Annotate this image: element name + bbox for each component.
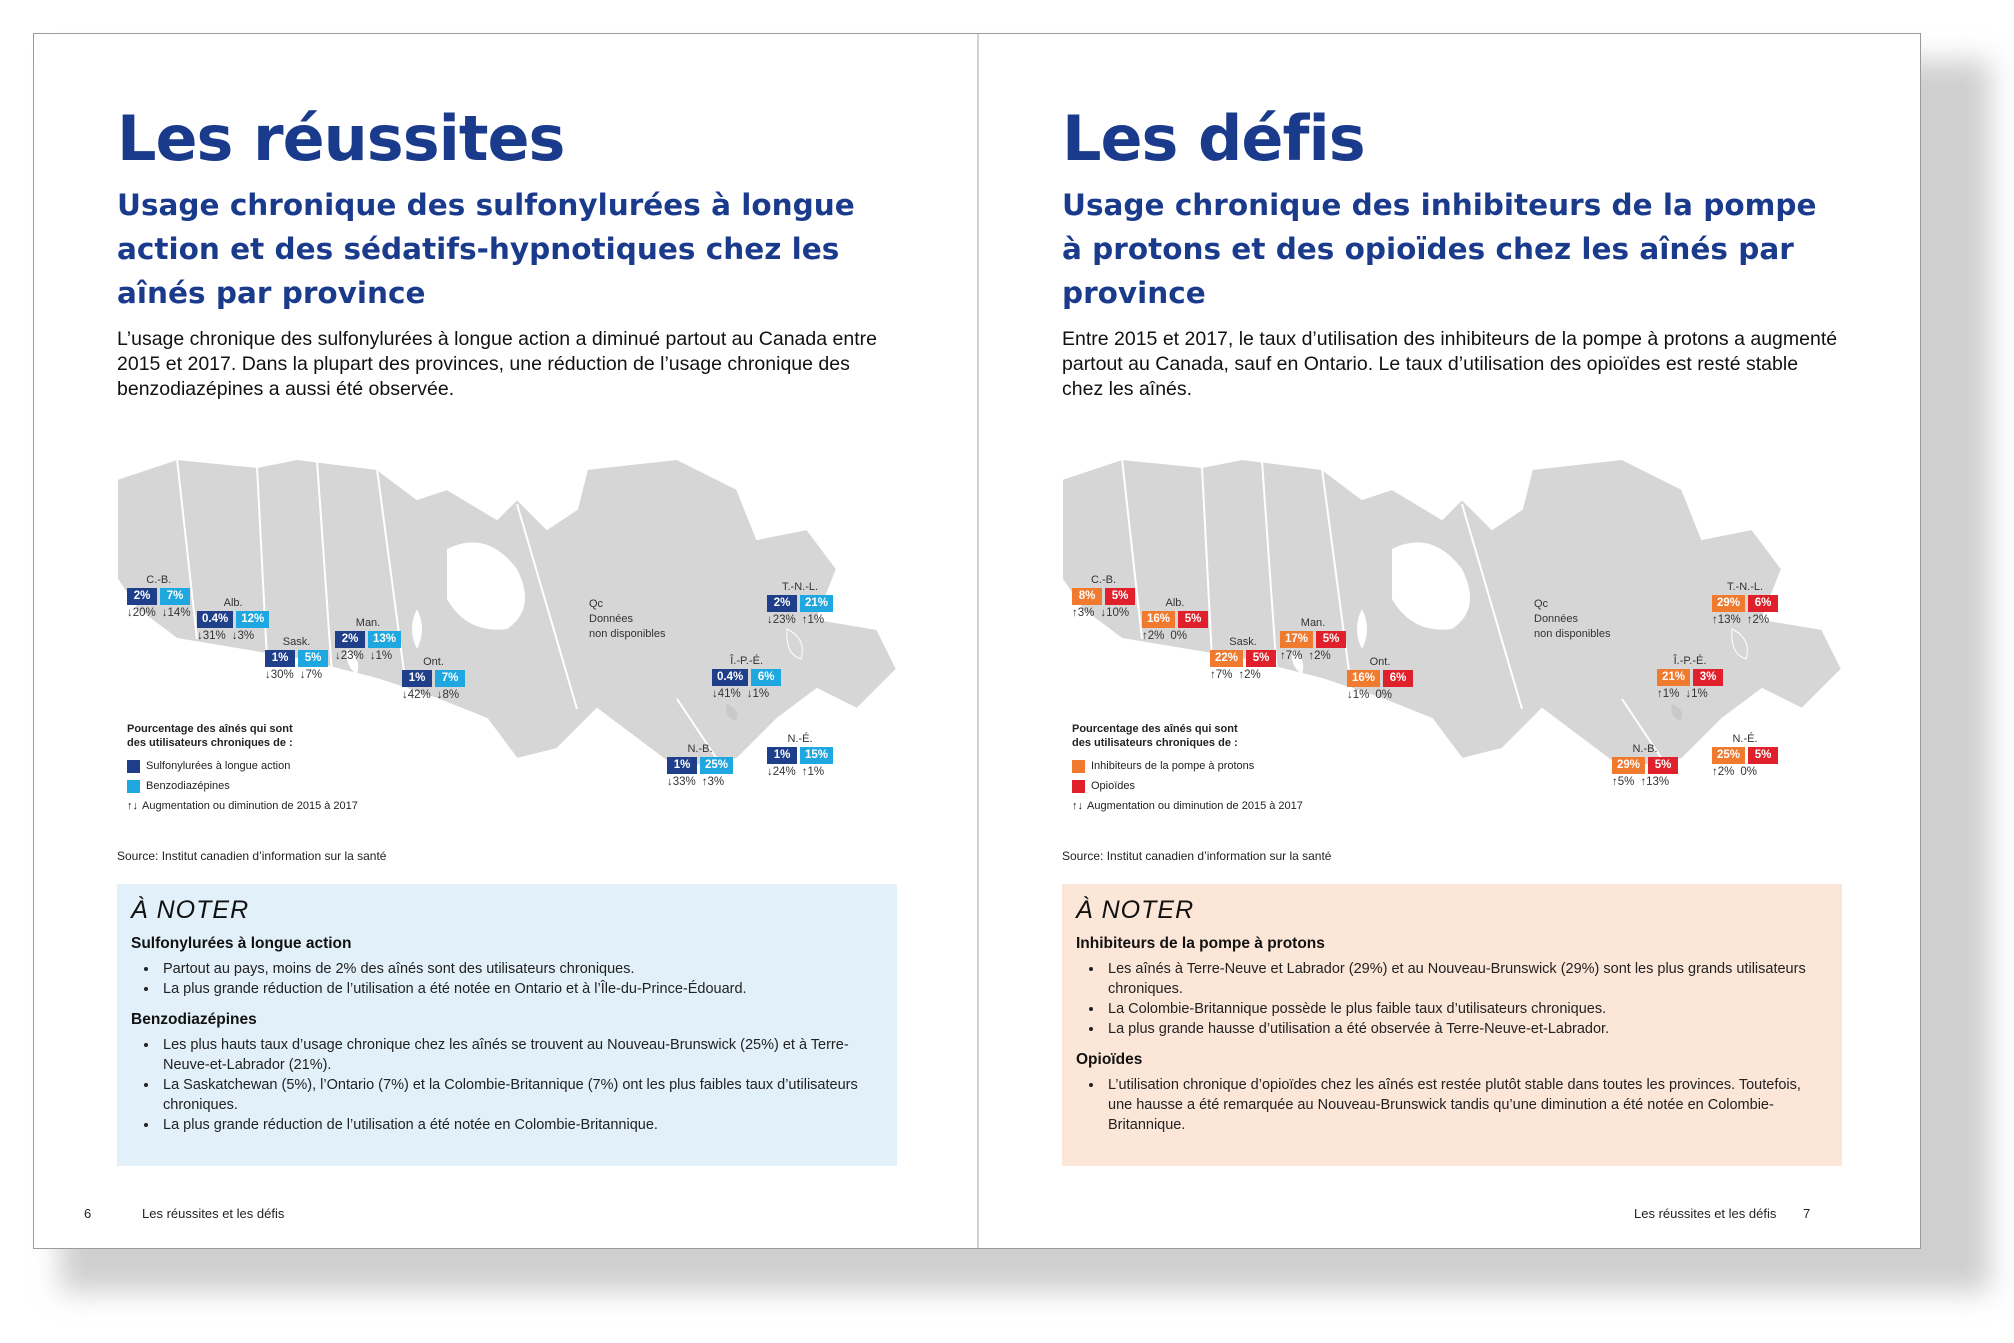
value-boxes bbox=[667, 757, 733, 774]
change-b: ↑1% bbox=[801, 766, 825, 778]
value-box-b: 5% bbox=[1178, 611, 1208, 628]
map-legend bbox=[1072, 722, 1303, 816]
change-values bbox=[767, 614, 833, 626]
legend-title-line: Pourcentage des aînés qui sont bbox=[127, 723, 293, 735]
legend-swatch-b bbox=[1072, 780, 1085, 793]
page-header bbox=[1062, 104, 1842, 402]
quebec-label-line: Données bbox=[589, 613, 634, 625]
note-section-title: Opioïdes bbox=[1076, 1051, 1143, 1068]
document-spread bbox=[33, 33, 1921, 1249]
canada-map bbox=[117, 459, 897, 844]
canada-map bbox=[1062, 459, 1842, 844]
change-values bbox=[767, 766, 833, 778]
value-box-b: 6% bbox=[751, 669, 781, 686]
value-boxes bbox=[767, 595, 833, 612]
value-boxes bbox=[335, 631, 401, 648]
change-b: ↓1% bbox=[369, 650, 393, 662]
value-box-a: 29% bbox=[1712, 595, 1745, 612]
note-bullet: • Les aînés à Terre-Neuve et Labrador (29%) et au Nouveau-Brunswick (29%) sont les plus grands utilisateurs chroniques. bbox=[1104, 959, 1828, 999]
change-values bbox=[1347, 689, 1413, 701]
value-box-a: 8% bbox=[1072, 588, 1102, 605]
note-section-title: Benzodiazépines bbox=[131, 1011, 257, 1028]
value-boxes bbox=[712, 669, 781, 686]
note-sections bbox=[1076, 935, 1828, 1135]
province-name: C.-B. bbox=[1090, 574, 1117, 586]
change-a: ↓41% bbox=[712, 688, 741, 700]
value-boxes bbox=[767, 747, 833, 764]
province-group bbox=[1612, 743, 1678, 788]
province-group bbox=[712, 655, 781, 700]
change-a: ↑5% bbox=[1612, 776, 1635, 788]
change-values bbox=[667, 776, 733, 788]
value-box-a: 0.4% bbox=[197, 611, 233, 628]
value-box-b: 7% bbox=[160, 588, 190, 605]
note-bullet: • L’utilisation chronique d’opioïdes chez les aînés est restée plutôt stable dans toutes les provinces. Toutefois, une hausse a été remarquée au Nouveau-Brunswick tandis qu’une diminution a été notée en Colombie-Britannique. bbox=[1104, 1075, 1828, 1135]
quebec-label-line: Qc bbox=[589, 598, 604, 610]
footer-text: Les réussites et les défis bbox=[1634, 1206, 1777, 1221]
value-box-a: 17% bbox=[1280, 631, 1313, 648]
quebec-label-line: Données bbox=[1534, 613, 1579, 625]
change-values bbox=[335, 650, 401, 662]
legend-arrows-label: Augmentation ou diminution de 2015 à 2017 bbox=[142, 800, 358, 812]
change-a: ↓24% bbox=[767, 766, 796, 778]
province-name: Man. bbox=[355, 617, 381, 629]
note-bullet: • La plus grande réduction de l’utilisation a été notée en Colombie-Britannique. bbox=[159, 1115, 883, 1135]
legend-arrows-label: Augmentation ou diminution de 2015 à 2017 bbox=[1087, 800, 1303, 812]
legend-arrows bbox=[1072, 796, 1303, 816]
value-box-a: 2% bbox=[127, 588, 157, 605]
legend-title-line: Pourcentage des aînés qui sont bbox=[1072, 723, 1238, 735]
legend-title bbox=[1072, 722, 1303, 750]
change-values bbox=[265, 669, 328, 681]
province-group bbox=[1210, 636, 1276, 681]
province-group bbox=[767, 733, 833, 778]
change-b: ↓1% bbox=[1685, 688, 1708, 700]
province-group bbox=[1657, 655, 1723, 700]
note-section-title: Inhibiteurs de la pompe à protons bbox=[1076, 935, 1325, 952]
legend-title bbox=[127, 722, 358, 750]
province-group bbox=[1142, 597, 1208, 642]
province-name: N.-É. bbox=[787, 733, 813, 745]
province-group bbox=[1347, 656, 1413, 701]
province-group bbox=[265, 636, 328, 681]
legend-swatch-a bbox=[1072, 760, 1085, 773]
change-a: ↓33% bbox=[667, 776, 696, 788]
quebec-label bbox=[589, 597, 665, 642]
province-name: T.-N.-L. bbox=[1726, 581, 1764, 593]
value-box-a: 1% bbox=[767, 747, 797, 764]
value-box-a: 29% bbox=[1612, 757, 1645, 774]
legend-label-b: Opioïdes bbox=[1091, 780, 1136, 792]
change-b: ↑1% bbox=[801, 614, 825, 626]
province-group bbox=[1712, 733, 1778, 778]
change-values bbox=[1712, 766, 1778, 778]
province-name: Man. bbox=[1300, 617, 1326, 629]
province-name: Î.-P.-É. bbox=[730, 655, 764, 667]
value-box-b: 12% bbox=[236, 611, 269, 628]
province-group bbox=[127, 574, 191, 619]
change-values bbox=[1712, 614, 1778, 626]
value-box-b: 5% bbox=[1246, 650, 1276, 667]
change-a: ↓31% bbox=[197, 630, 226, 642]
change-values bbox=[1210, 669, 1276, 681]
change-values bbox=[712, 688, 781, 700]
value-box-a: 22% bbox=[1210, 650, 1243, 667]
change-b: 0% bbox=[1740, 766, 1757, 778]
quebec-label bbox=[1534, 597, 1610, 642]
note-bullet-list bbox=[1076, 1075, 1828, 1135]
quebec-label-line: Qc bbox=[1534, 598, 1549, 610]
page-header bbox=[117, 104, 897, 402]
province-name: C.-B. bbox=[146, 574, 172, 586]
legend-label-a: Inhibiteurs de la pompe à protons bbox=[1091, 760, 1255, 772]
province-group bbox=[1712, 581, 1778, 626]
page-left bbox=[34, 34, 977, 1248]
change-values bbox=[1280, 650, 1346, 662]
legend-label-a: Sulfonylurées à longue action bbox=[146, 760, 291, 772]
value-boxes bbox=[1210, 650, 1276, 667]
value-boxes bbox=[402, 670, 465, 687]
source-note: Source: Institut canadien d’information sur la santé bbox=[117, 849, 387, 863]
note-box bbox=[117, 884, 897, 1166]
province-group bbox=[197, 597, 269, 642]
footer-page-number: 7 bbox=[1803, 1206, 1811, 1221]
change-b: ↑2% bbox=[1238, 669, 1261, 681]
value-boxes bbox=[1657, 669, 1723, 686]
change-values bbox=[197, 630, 269, 642]
intro-paragraph: Entre 2015 et 2017, le taux d’utilisation des inhibiteurs de la pompe à protons a augmenté partout au Canada, sauf en Ontario. Le taux d’utilisation des opioïdes est resté stable chez les aînés. bbox=[1062, 328, 1838, 401]
legend-item-b bbox=[127, 776, 358, 796]
change-b: ↑13% bbox=[1640, 776, 1670, 788]
note-bullet: • La plus grande réduction de l’utilisation a été notée en Ontario et à l’Île-du-Prince-Édouard. bbox=[159, 979, 883, 999]
change-b: 0% bbox=[1170, 630, 1187, 642]
change-a: ↑13% bbox=[1712, 614, 1741, 626]
province-name: Alb. bbox=[1165, 597, 1185, 609]
province-name: Sask. bbox=[282, 636, 311, 648]
change-b: ↓3% bbox=[231, 630, 255, 642]
note-bullet-list bbox=[131, 959, 883, 999]
change-values bbox=[127, 607, 191, 619]
change-a: ↑2% bbox=[1142, 630, 1165, 642]
value-box-b: 25% bbox=[700, 757, 733, 774]
change-a: ↑3% bbox=[1072, 607, 1095, 619]
legend-item-a bbox=[1072, 756, 1303, 776]
change-a: ↓23% bbox=[767, 614, 796, 626]
value-box-b: 6% bbox=[1383, 670, 1413, 687]
value-boxes bbox=[1712, 595, 1778, 612]
value-box-b: 5% bbox=[298, 650, 328, 667]
change-b: ↑2% bbox=[1308, 650, 1331, 662]
value-box-b: 15% bbox=[800, 747, 833, 764]
change-a: ↓42% bbox=[402, 689, 431, 701]
page-title: Les défis bbox=[1062, 102, 1365, 175]
legend-item-a bbox=[127, 756, 358, 776]
legend-swatch-b bbox=[127, 780, 140, 793]
map-legend bbox=[127, 722, 358, 816]
value-box-b: 5% bbox=[1648, 757, 1678, 774]
page-title: Les réussites bbox=[117, 102, 565, 175]
value-boxes bbox=[1072, 588, 1135, 605]
value-box-b: 5% bbox=[1316, 631, 1346, 648]
value-box-a: 1% bbox=[667, 757, 697, 774]
change-b: ↓8% bbox=[436, 689, 460, 701]
value-box-a: 21% bbox=[1657, 669, 1690, 686]
province-group bbox=[667, 743, 733, 788]
source-note: Source: Institut canadien d’information sur la santé bbox=[1062, 849, 1332, 863]
note-bullet-list bbox=[131, 1035, 883, 1135]
province-name: Ont. bbox=[423, 656, 444, 668]
note-bullet: • Partout au pays, moins de 2% des aînés sont des utilisateurs chroniques. bbox=[159, 959, 883, 979]
value-boxes bbox=[197, 611, 269, 628]
legend-title-line: des utilisateurs chroniques de : bbox=[127, 737, 293, 749]
up-down-arrow-icon: ↑↓ bbox=[127, 800, 138, 812]
page-right bbox=[979, 34, 1922, 1248]
note-bullet: • La Saskatchewan (5%), l’Ontario (7%) et la Colombie-Britannique (7%) ont les plus faibles taux d’utilisateurs chroniques. bbox=[159, 1075, 883, 1115]
change-a: ↓30% bbox=[265, 669, 294, 681]
change-values bbox=[1657, 688, 1723, 700]
legend-item-b bbox=[1072, 776, 1303, 796]
change-a: ↑7% bbox=[1280, 650, 1303, 662]
legend-label-b: Benzodiazépines bbox=[146, 780, 230, 792]
value-box-b: 5% bbox=[1748, 747, 1778, 764]
value-box-b: 3% bbox=[1693, 669, 1723, 686]
province-group bbox=[402, 656, 465, 701]
value-boxes bbox=[1280, 631, 1346, 648]
change-b: ↓1% bbox=[746, 688, 770, 700]
value-box-a: 16% bbox=[1142, 611, 1175, 628]
province-group bbox=[767, 581, 833, 626]
section-subtitle: Usage chronique des sulfonylurées à longue action et des sédatifs-hypnotiques chez les aînés par province bbox=[117, 188, 855, 311]
section-subtitle: Usage chronique des inhibiteurs de la pompe à protons et des opioïdes chez les aînés par province bbox=[1062, 188, 1817, 311]
province-name: N.-B. bbox=[687, 743, 713, 755]
change-values bbox=[402, 689, 465, 701]
province-name: Sask. bbox=[1229, 636, 1257, 648]
change-b: 0% bbox=[1375, 689, 1392, 701]
note-bullet: • La plus grande hausse d’utilisation a été observée à Terre-Neuve-et-Labrador. bbox=[1104, 1019, 1828, 1039]
change-a: ↑7% bbox=[1210, 669, 1233, 681]
change-values bbox=[1142, 630, 1208, 642]
province-name: Î.-P.-É. bbox=[1673, 655, 1707, 667]
value-box-a: 1% bbox=[265, 650, 295, 667]
value-box-a: 2% bbox=[335, 631, 365, 648]
value-boxes bbox=[1347, 670, 1413, 687]
value-box-b: 7% bbox=[435, 670, 465, 687]
value-box-a: 16% bbox=[1347, 670, 1380, 687]
note-bullet: • Les plus hauts taux d’usage chronique chez les aînés se trouvent au Nouveau-Brunswick (25%) et à Terre-Neuve-et-Labrador (21%). bbox=[159, 1035, 883, 1075]
province-group bbox=[1072, 574, 1135, 619]
value-boxes bbox=[265, 650, 328, 667]
change-b: ↓14% bbox=[161, 607, 191, 619]
quebec-label-line: non disponibles bbox=[589, 628, 666, 640]
footer-text: Les réussites et les défis bbox=[142, 1206, 285, 1221]
note-section-title: Sulfonylurées à longue action bbox=[131, 935, 352, 952]
value-box-a: 25% bbox=[1712, 747, 1745, 764]
value-box-a: 0.4% bbox=[712, 669, 748, 686]
value-box-b: 21% bbox=[800, 595, 833, 612]
province-name: Ont. bbox=[1369, 656, 1391, 668]
value-boxes bbox=[1142, 611, 1208, 628]
value-box-a: 2% bbox=[767, 595, 797, 612]
change-a: ↑1% bbox=[1657, 688, 1680, 700]
legend-swatch-a bbox=[127, 760, 140, 773]
change-a: ↓20% bbox=[127, 607, 156, 619]
change-a: ↑2% bbox=[1712, 766, 1735, 778]
change-b: ↑2% bbox=[1746, 614, 1770, 626]
change-values bbox=[1072, 607, 1135, 619]
value-boxes bbox=[1612, 757, 1678, 774]
value-boxes bbox=[127, 588, 191, 605]
legend-title-line: des utilisateurs chroniques de : bbox=[1072, 737, 1238, 749]
note-bullet-list bbox=[1076, 959, 1828, 1039]
footer-page-number: 6 bbox=[84, 1206, 92, 1221]
quebec-label-line: non disponibles bbox=[1534, 628, 1611, 640]
value-box-b: 6% bbox=[1748, 595, 1778, 612]
change-b: ↑3% bbox=[701, 776, 725, 788]
province-group bbox=[1280, 617, 1346, 662]
change-b: ↓7% bbox=[299, 669, 323, 681]
province-name: T.-N.-L. bbox=[781, 581, 819, 593]
province-name: Alb. bbox=[223, 597, 243, 609]
province-name: N.-É. bbox=[1732, 733, 1758, 745]
note-heading: À NOTER bbox=[131, 896, 250, 924]
change-a: ↓23% bbox=[335, 650, 364, 662]
change-b: ↓10% bbox=[1100, 607, 1130, 619]
value-boxes bbox=[1712, 747, 1778, 764]
note-heading: À NOTER bbox=[1076, 896, 1195, 924]
legend-arrows bbox=[127, 796, 358, 816]
note-bullet: • La Colombie-Britannique possède le plus faible taux d’utilisateurs chroniques. bbox=[1104, 999, 1828, 1019]
intro-paragraph: L’usage chronique des sulfonylurées à longue action a diminué partout au Canada entre 2015 et 2017. Dans la plupart des provinces, une réduction de l’usage chronique des benzodiazépines a aussi été observée. bbox=[117, 328, 877, 401]
change-a: ↓1% bbox=[1347, 689, 1370, 701]
change-values bbox=[1612, 776, 1678, 788]
value-box-b: 13% bbox=[368, 631, 401, 648]
value-box-a: 1% bbox=[402, 670, 432, 687]
province-name: N.-B. bbox=[1632, 743, 1658, 755]
up-down-arrow-icon: ↑↓ bbox=[1072, 800, 1083, 812]
note-sections bbox=[131, 935, 883, 1135]
note-box bbox=[1062, 884, 1842, 1166]
value-box-b: 5% bbox=[1105, 588, 1135, 605]
province-group bbox=[335, 617, 401, 662]
